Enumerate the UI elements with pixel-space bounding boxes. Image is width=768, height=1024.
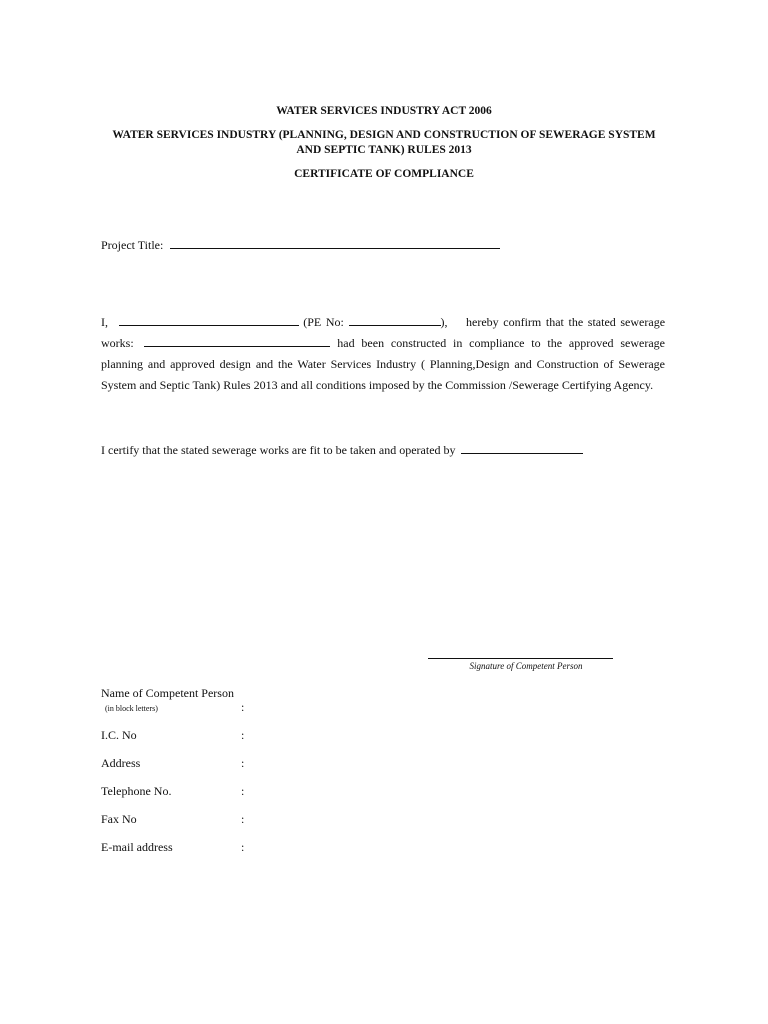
confirm-text: hereby confirm that the stated sewerage (466, 315, 666, 329)
fax-colon: : (241, 812, 245, 826)
pe-no-close: ), (440, 315, 448, 329)
project-title-blank[interactable] (170, 237, 500, 249)
project-title-label: Project Title: (101, 238, 164, 252)
works-label: works: (101, 336, 134, 350)
name-label: Name of Competent Person (101, 686, 234, 700)
name-sublabel: (in block letters) (105, 704, 158, 713)
rules-title-line1: WATER SERVICES INDUSTRY (PLANNING, DESIGN AND CONSTRUCTION OF SEWERAGE SYSTEM (112, 129, 656, 141)
address-colon: : (241, 756, 245, 770)
email-colon: : (241, 840, 245, 854)
pe-no-label: (PE No: (303, 315, 344, 329)
project-title-row (101, 237, 500, 253)
pe-no-blank[interactable] (349, 314, 441, 326)
operator-blank[interactable] (461, 442, 583, 454)
act-title: WATER SERVICES INDUSTRY ACT 2006 (276, 105, 492, 117)
telephone-label: Telephone No. (101, 784, 172, 798)
signature-line[interactable] (428, 658, 613, 659)
signature-label: Signature of Competent Person (469, 661, 583, 671)
address-label: Address (101, 756, 141, 770)
sewerage-works-blank[interactable] (144, 335, 330, 347)
rules-title-line2: AND SEPTIC TANK) RULES 2013 (296, 144, 472, 156)
name-colon: : (241, 700, 245, 714)
fax-label: Fax No (101, 812, 137, 826)
ic-label: I.C. No (101, 728, 137, 742)
certify-text: I certify that the stated sewerage works are fit to be taken and operated by (101, 443, 456, 457)
competent-person-name-blank[interactable] (119, 314, 299, 326)
works-compliance-text: had been constructed in compliance to the approved sewerage planning and approved design and the Water Services Industry ( Planning,Design and Construction of Sewerage System and Septic Tank) Rules 2013 and all conditions imposed by the Commission /Sewerage Certifying Agency. (101, 336, 665, 392)
declaration-paragraph (101, 312, 665, 396)
email-label: E-mail address (101, 840, 173, 854)
ic-colon: : (241, 728, 245, 742)
certify-row (101, 442, 583, 458)
certificate-title: CERTIFICATE OF COMPLIANCE (294, 168, 474, 180)
declaration-prefix: I, (101, 315, 108, 329)
telephone-colon: : (241, 784, 245, 798)
